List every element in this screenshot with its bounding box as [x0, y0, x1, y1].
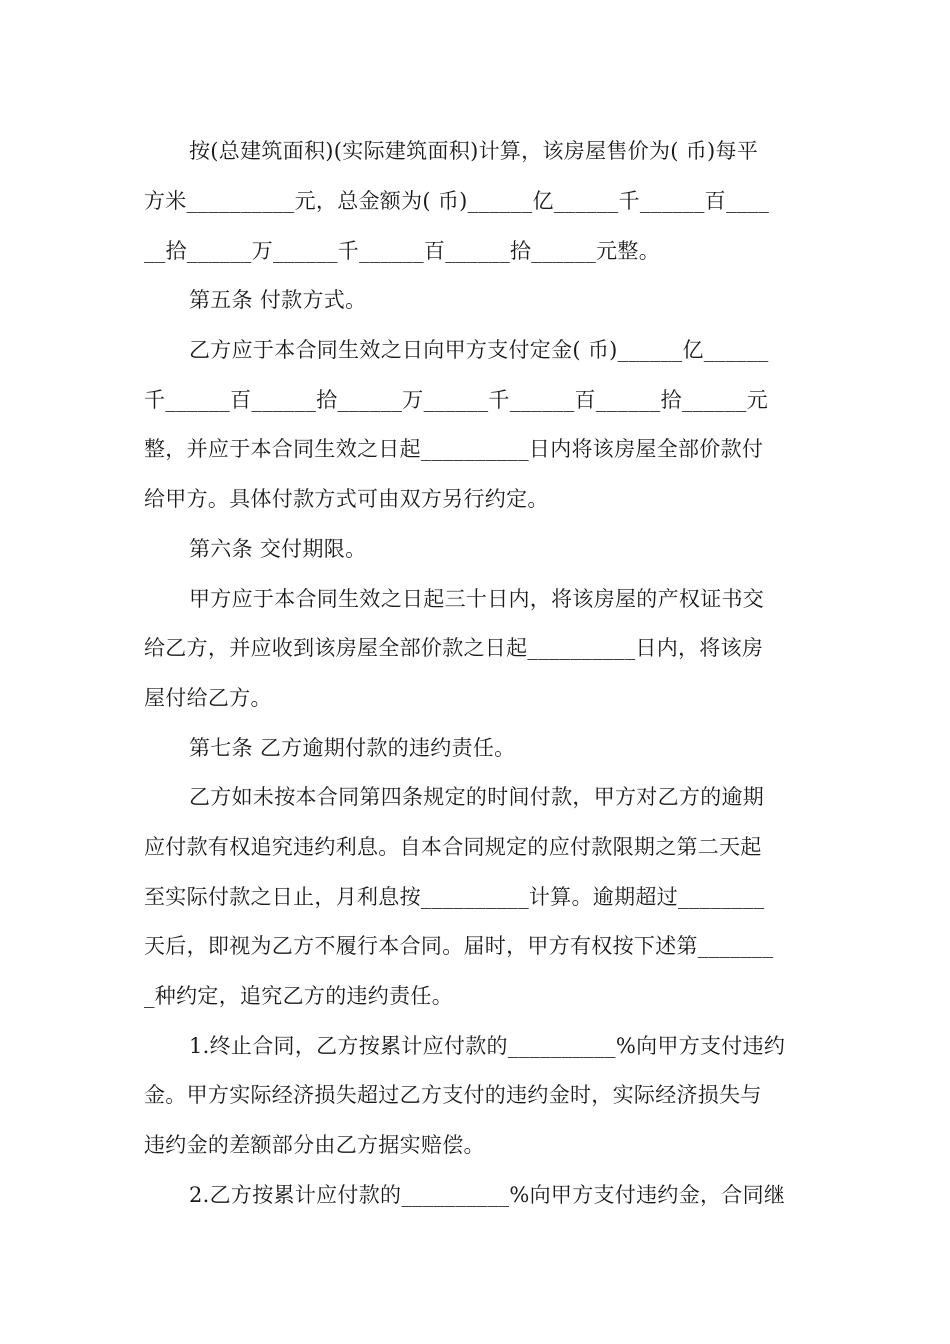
text-line-deposit-amount: 千______百______拾______万______千______百______拾______元: [144, 388, 768, 412]
text-line-price-basis: 按(总建筑面积)(实际建筑面积)计算，该房屋售价为( 币)每平: [189, 139, 759, 163]
text-line-delivery-days: 给乙方，并应收到该房屋全部价款之日起__________日内，将该房: [144, 636, 764, 660]
text-line-payment-days: 整，并应于本合同生效之日起__________日内将该房屋全部价款付: [144, 437, 764, 461]
text-line-price-amount: 方米__________元，总金额为( 币)______亿______千______百____: [144, 189, 770, 213]
clause-1-cont: 金。甲方实际经济损失超过乙方支付的违约金时，实际经济损失与: [144, 1083, 762, 1107]
text-line-deposit: 乙方应于本合同生效之日向甲方支付定金( 币)______亿______: [189, 338, 769, 362]
clause-1-line: 1.终止合同，乙方按累计应付款的__________%向甲方支付违约: [189, 1034, 786, 1058]
text-line-price-amount-cont: __拾______万______千______百______拾______元整。: [144, 239, 660, 263]
text-line-late-interest: 应付款有权追究违约利息。自本合同规定的应付款限期之第二天起: [144, 835, 762, 859]
text-line-breach-cont: _种约定，追究乙方的违约责任。: [144, 984, 453, 1008]
article-7-heading: 第七条 乙方逾期付款的违约责任。: [189, 736, 516, 760]
text-line-delivery: 甲方应于本合同生效之日起三十日内，将该房屋的产权证书交: [189, 587, 765, 611]
text-line-breach: 天后，即视为乙方不履行本合同。届时，甲方有权按下述第_______: [144, 934, 774, 958]
clause-1-end: 违约金的差额部分由乙方据实赔偿。: [144, 1133, 485, 1157]
text-line-late-payment: 乙方如未按本合同第四条规定的时间付款，甲方对乙方的逾期: [189, 785, 765, 809]
text-line-delivery-end: 屋付给乙方。: [144, 686, 272, 710]
text-line-payment-method: 给甲方。具体付款方式可由双方另行约定。: [144, 487, 549, 511]
text-line-monthly-interest: 至实际付款之日止，月利息按__________计算。逾期超过________: [144, 885, 765, 909]
clause-2-line: 2.乙方按累计应付款的__________%向甲方支付违约金，合同继: [189, 1183, 786, 1207]
article-6-heading: 第六条 交付期限。: [189, 537, 367, 561]
article-5-heading: 第五条 付款方式。: [189, 288, 367, 312]
